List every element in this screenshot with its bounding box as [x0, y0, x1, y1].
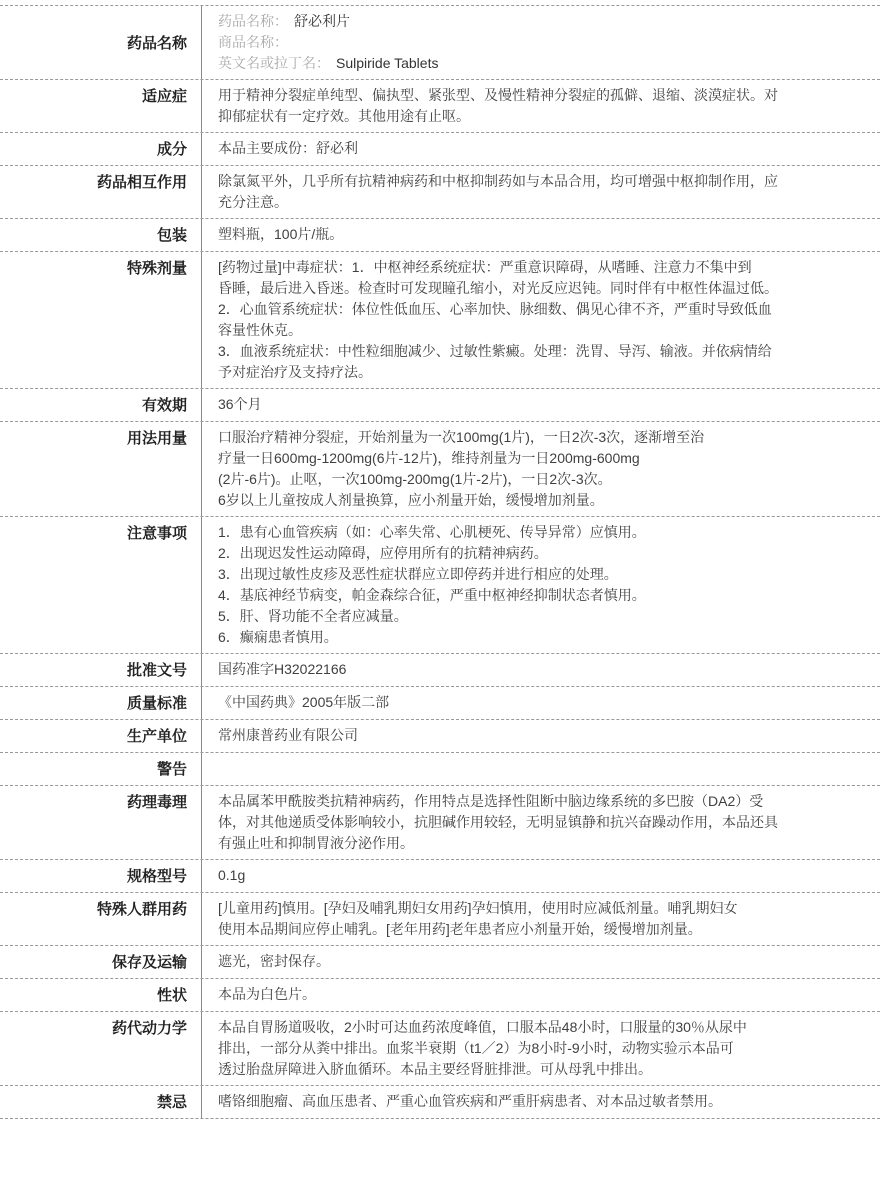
row-label-special-dosage: 特殊剂量: [0, 252, 202, 388]
content-line: 3．血液系统症状：中性粒细胞减少、过敏性紫癜。处理：洗胃、导泻、输液。并依病情给: [218, 343, 772, 359]
content-line: 《中国药典》2005年版二部: [218, 694, 390, 710]
content-line: 0.1g: [218, 867, 246, 883]
row-content-precautions: [202, 517, 880, 653]
table-row-special-dosage: [0, 252, 880, 389]
row-label-drug-interactions: 药品相互作用: [0, 166, 202, 218]
field-key: 英文名或拉丁名：: [218, 55, 330, 71]
row-label-quality-standard: 质量标准: [0, 687, 202, 719]
row-label-manufacturer: 生产单位: [0, 720, 202, 752]
row-label-special-populations: 特殊人群用药: [0, 893, 202, 945]
row-label-approval-number: 批准文号: [0, 654, 202, 686]
content-line: 4．基底神经节病变，帕金森综合征，严重中枢神经抑制状态者慎用。: [218, 587, 646, 603]
row-content-quality-standard: [202, 687, 880, 719]
name-field-line: [218, 32, 862, 53]
table-row-storage-transport: [0, 946, 880, 979]
content-line: 常州康普药业有限公司: [218, 727, 358, 743]
row-content-storage-transport: [202, 946, 880, 978]
content-line: 疗量一日600mg-1200mg(6片-12片)，维持剂量为一日200mg-600mg: [218, 450, 640, 466]
table-row-indications: [0, 80, 880, 133]
table-row-usage-dosage: [0, 422, 880, 517]
content-line: 3．出现过敏性皮疹及恶性症状群应立即停药并进行相应的处理。: [218, 566, 618, 582]
table-row-contraindications: [0, 1086, 880, 1119]
content-line: 6．癫痫患者慎用。: [218, 629, 338, 645]
row-content-usage-dosage: [202, 422, 880, 516]
row-label-usage-dosage: 用法用量: [0, 422, 202, 516]
content-line: 1．患有心血管疾病（如：心率失常、心肌梗死、传导异常）应慎用。: [218, 524, 646, 540]
content-line: 本品为白色片。: [218, 986, 316, 1002]
content-line: 本品主要成份：舒必利: [218, 140, 358, 156]
content-line: 2．出现迟发性运动障碍，应停用所有的抗精神病药。: [218, 545, 548, 561]
row-label-pharmacology-toxicology: 药理毒理: [0, 786, 202, 859]
content-line: 口服治疗精神分裂症，开始剂量为一次100mg(1片)，一日2次-3次，逐渐增至治: [218, 429, 705, 445]
content-line: 2．心血管系统症状：体位性低血压、心率加快、脉细数、偶见心律不齐，严重时导致低血: [218, 301, 772, 317]
row-content-pharmacology-toxicology: [202, 786, 880, 859]
content-line: 体，对其他递质受体影响较小，抗胆碱作用较轻，无明显镇静和抗兴奋躁动作用，本品还具: [218, 814, 778, 830]
row-content-packaging: [202, 219, 880, 251]
table-row-drug-interactions: [0, 166, 880, 219]
row-content-drug-interactions: [202, 166, 880, 218]
field-key: 商品名称：: [218, 34, 288, 50]
row-label-indications: 适应症: [0, 80, 202, 132]
field-key: 药品名称：: [218, 13, 288, 29]
content-line: 抑郁症状有一定疗效。其他用途有止呕。: [218, 108, 470, 124]
row-content-contraindications: [202, 1086, 880, 1118]
row-content-special-populations: [202, 893, 880, 945]
content-line: 遮光，密封保存。: [218, 953, 330, 969]
content-line: 6岁以上儿童按成人剂量换算，应小剂量开始，缓慢增加剂量。: [218, 492, 604, 508]
row-content-properties: [202, 979, 880, 1011]
table-row-properties: [0, 979, 880, 1012]
content-line: 使用本品期间应停止哺乳。[老年用药]老年患者应小剂量开始，缓慢增加剂量。: [218, 921, 702, 937]
content-line: 充分注意。: [218, 194, 288, 210]
row-content-special-dosage: [202, 252, 880, 388]
name-field-line: [218, 53, 862, 74]
table-row-specification: [0, 860, 880, 893]
row-content-drug-name: [202, 6, 880, 79]
row-label-warning: 警告: [0, 753, 202, 785]
drug-info-table: [0, 5, 880, 1119]
row-label-ingredients: 成分: [0, 133, 202, 165]
field-value: Sulpiride Tablets: [336, 55, 439, 71]
row-label-properties: 性状: [0, 979, 202, 1011]
row-label-contraindications: 禁忌: [0, 1086, 202, 1118]
row-label-packaging: 包装: [0, 219, 202, 251]
content-line: 排出，一部分从粪中排出。血浆半衰期（t1／2）为8小时-9小时，动物实验示本品可: [218, 1040, 734, 1056]
table-row-special-populations: [0, 893, 880, 946]
field-value: 舒必利片: [294, 13, 350, 29]
content-line: 5．肝、肾功能不全者应减量。: [218, 608, 408, 624]
content-line: 塑料瓶，100片/瓶。: [218, 226, 344, 242]
row-content-ingredients: [202, 133, 880, 165]
content-line: [药物过量]中毒症状：1．中枢神经系统症状：严重意识障碍，从嗜睡、注意力不集中到: [218, 259, 752, 275]
content-line: 予对症治疗及支持疗法。: [218, 364, 372, 380]
table-row-precautions: [0, 517, 880, 654]
table-row-manufacturer: [0, 720, 880, 753]
content-line: 用于精神分裂症单纯型、偏执型、紧张型、及慢性精神分裂症的孤僻、退缩、淡漠症状。对: [218, 87, 778, 103]
row-content-validity-period: [202, 389, 880, 421]
content-line: (2片-6片)。止呕，一次100mg-200mg(1片-2片)，一日2次-3次。: [218, 471, 612, 487]
content-line: 本品自胃肠道吸收，2小时可达血药浓度峰值，口服本品48小时，口服量的30％从尿中: [218, 1019, 747, 1035]
row-label-specification: 规格型号: [0, 860, 202, 892]
row-label-validity-period: 有效期: [0, 389, 202, 421]
content-line: 36个月: [218, 396, 262, 412]
row-label-storage-transport: 保存及运输: [0, 946, 202, 978]
content-line: 本品属苯甲酰胺类抗精神病药，作用特点是选择性阻断中脑边缘系统的多巴胺（DA2）受: [218, 793, 764, 809]
row-label-pharmacokinetics: 药代动力学: [0, 1012, 202, 1085]
table-row-pharmacology-toxicology: [0, 786, 880, 860]
row-label-precautions: 注意事项: [0, 517, 202, 653]
name-field-line: [218, 11, 862, 32]
row-content-warning: [202, 753, 880, 785]
table-row-validity-period: [0, 389, 880, 422]
content-line: 除氯氮平外，几乎所有抗精神病药和中枢抑制药如与本品合用，均可增强中枢抑制作用，应: [218, 173, 778, 189]
table-row-warning: [0, 753, 880, 786]
table-row-drug-name: [0, 6, 880, 80]
content-line: 昏睡，最后进入昏迷。检查时可发现瞳孔缩小，对光反应迟钝。同时伴有中枢性体温过低。: [218, 280, 778, 296]
table-row-quality-standard: [0, 687, 880, 720]
content-line: 透过胎盘屏障进入脐血循环。本品主要经肾脏排泄。可从母乳中排出。: [218, 1061, 652, 1077]
row-content-approval-number: [202, 654, 880, 686]
table-row-ingredients: [0, 133, 880, 166]
row-content-specification: [202, 860, 880, 892]
row-label-drug-name: 药品名称: [0, 6, 202, 79]
content-line: [儿童用药]慎用。[孕妇及哺乳期妇女用药]孕妇慎用，使用时应减低剂量。哺乳期妇女: [218, 900, 738, 916]
content-line: 容量性休克。: [218, 322, 302, 338]
table-row-pharmacokinetics: [0, 1012, 880, 1086]
row-content-manufacturer: [202, 720, 880, 752]
row-content-indications: [202, 80, 880, 132]
content-line: 国药准字H32022166: [218, 661, 347, 677]
table-row-packaging: [0, 219, 880, 252]
table-row-approval-number: [0, 654, 880, 687]
row-content-pharmacokinetics: [202, 1012, 880, 1085]
content-line: 嗜铬细胞瘤、高血压患者、严重心血管疾病和严重肝病患者、对本品过敏者禁用。: [218, 1093, 722, 1109]
content-line: 有强止吐和抑制胃液分泌作用。: [218, 835, 414, 851]
